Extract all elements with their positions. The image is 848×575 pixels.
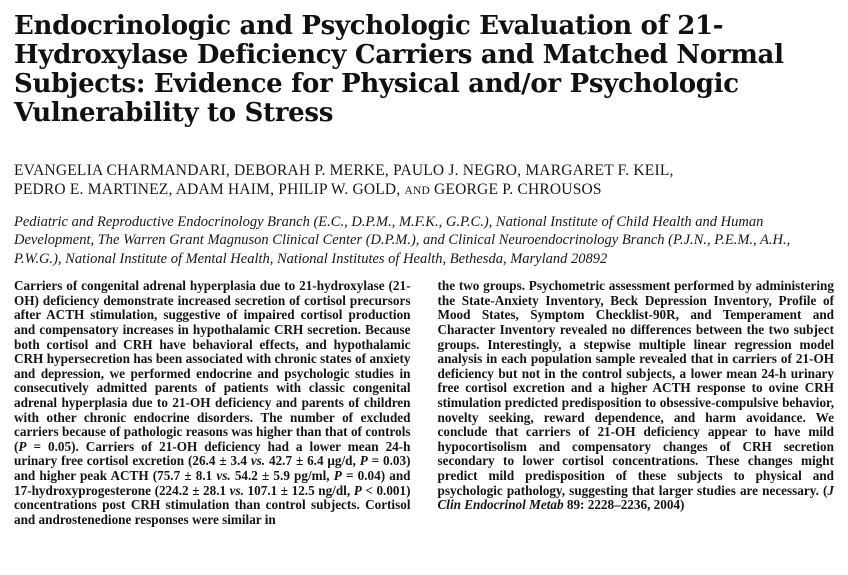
abstract-column-left: Carriers of congenital adrenal hyperplasia due to 21-hydroxylase (21-OH) deficiency demonstrate increased secretion of cortisol precursors after ACTH stimulation, suggestive of impaired cortisol production and compensatory increases in hypothalamic CRH secretion. Because both cortisol and CRH have behavioral effects, and hypothalamic CRH hypersecretion has been associated with chronic states of anxiety and depression, we performed endocrine and psychologic studies in consecutively admitted parents of patients with classic congenital adrenal hyperplasia due to 21-OH deficiency and parents of children with other chronic endocrine disorders. The number of excluded carriers because of pathologic reasons was higher than that of controls (P = 0.05). Carriers of 21-OH deficiency had a lower mean 24-h urinary free cortisol excretion (26.4 ± 3.4 vs. 42.7 ± 6.4 μg/d, P = 0.03) and higher peak ACTH (75.7 ± 8.1 vs. 54.2 ± 5.9 pg/ml, P = 0.04) and 17-hydroxyprogesterone (224.2 ± 28.1 vs. 107.1 ± 12.5 ng/dl, P < 0.001) concentrations post CRH stimulation than control subjects. Cortisol and androstenedione responses were similar in [14, 278, 411, 527]
paper-title: Endocrinologic and Psychologic Evaluation of 21-Hydroxylase Deficiency Carriers and Matched Normal Subjects: Evidence for Physical and/or Psychologic Vulnerability to Stress [14, 11, 784, 128]
affiliation: Pediatric and Reproductive Endocrinology Branch (E.C., D.P.M., M.F.K., G.P.C.), National Institute of Child Health and Human Development, The Warren Grant Magnuson Clinical Center (D.P.M.), and Clinical Neuroendocrinology Branch (P.J.N., P.E.M., A.H., P.W.G.), National Institute of Mental Health, National Institutes of Health, Bethesda, Maryland 20892 [14, 214, 791, 267]
authors-line: EVANGELIA CHARMANDARI, DEBORAH P. MERKE, PAULO J. NEGRO, MARGARET F. KEIL, PEDRO E. MARTINEZ, ADAM HAIM, PHILIP W. GOLD, AND GEORGE P. CHROUSOS [14, 162, 674, 198]
abstract [14, 279, 834, 527]
abstract-column-right: the two groups. Psychometric assessment performed by administering the State-Anxiety Inventory, Beck Depression Inventory, Profile of Mood States, Symptom Checklist-90R, and Temperament and Character Inventory revealed no differences between the two subject groups. Interestingly, a stepwise multiple linear regression model analysis in each population sample revealed that in carriers of 21-OH deficiency but not in the control subjects, a lower mean 24-h urinary free cortisol excretion and a higher ACTH response to ovine CRH stimulation predicted predisposition to obsessive-compulsive behavior, novelty seeking, reward dependence, and harm avoidance. We conclude that carriers of 21-OH deficiency appear to have mild hypocortisolism and compensatory changes of CRH secretion secondary to lower cortisol concentrations. These changes might predict mild predisposition of these subjects to physical and psychologic pathology, suggesting that larger studies are necessary. (J Clin Endocrinol Metab 89: 2228–2236, 2004) [437, 278, 834, 513]
